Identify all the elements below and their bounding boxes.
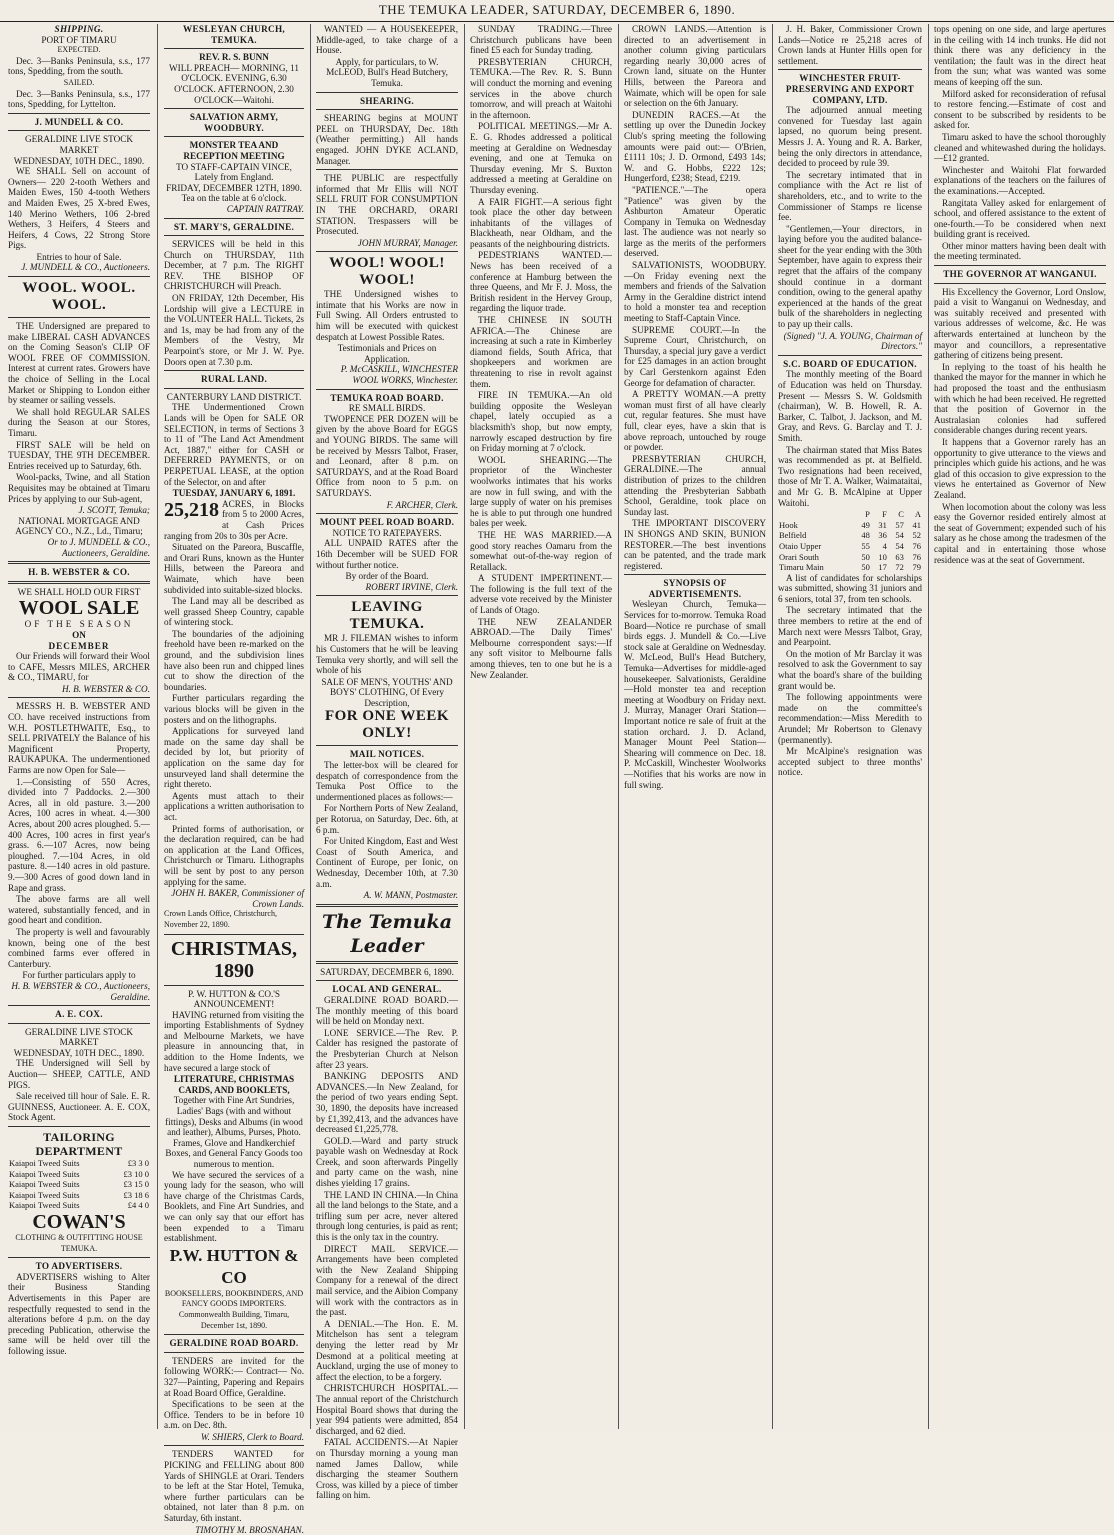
table-row: Otaio Upper 55 4 54 76 [779, 540, 921, 551]
mart2-heading: GERALDINE LIVE STOCK MARKET [24, 1026, 134, 1048]
one-week-heading: FOR ONE WEEK ONLY! [324, 708, 450, 742]
scott-signature: J. SCOTT, Temuka; [78, 505, 150, 516]
twopence-text: TWOPENCE PER DOZEN will be given by the above Board for EGGS and YOUNG BIRDS. The same will be received by Messrs Talbot, Fraser, and Leonard, after 8 p.m. on SATURDAYS, and at the Road Board Office from noon to 5 p.m. on SATURDAYS. [316, 413, 458, 498]
denial-text: A DENIAL.—The Hon. E. M. Mitchelson has sent a telegram denying the letter read by Mr Desmond at a political meeting at Auckland, urging the use of money to affect the election, to be a forgery. [316, 1318, 458, 1382]
wool3-heading: WOOL! WOOL! WOOL! [329, 255, 445, 289]
gold-text: GOLD.—Ward and party struck payable wash on Wednesday at Rock Creek, and soon afterwards Pingelly and party came on the wash, nine dishes yielding 17 grains. [316, 1135, 458, 1189]
pedestrians-text: PEDESTRIANS WANTED.—News has been received of a conference at Hamburg between the three Queens, and Mr F. J. Moss, the British resident in the Hervey Group, regarding the liquor trade. [470, 250, 612, 314]
salvation-heading: SALVATION ARMY, WOODBURY. [189, 112, 279, 133]
property-text: The property is well and favourably known, being one of the best combined farms ever offered in Canterbury. [8, 926, 150, 969]
gentlemen-text: "Gentlemen,—Your directors, in laying before you the audited balance-sheet for the year ending with the 30th September, have again to express their regret that the affairs of the company should continue in a dormant condition, owing to the general apathy experienced at the hands of the great bulk of the shareholders in neglecting to pay up their calls. [778, 223, 922, 330]
staff-captain-text: TO STAFF-CAPTAIN VINCE, Lately from England. [176, 161, 292, 183]
colony-text: When locomotion about the colony was less easy the Governor resided entirely almost at the seat of Government; expended such of his salary as he chose among the tradesmen of the capital and in entertaining those whose residence was at the seat of Government. [934, 501, 1106, 565]
direct-mail-text: DIRECT MAIL SERVICE.—Arrangements have been completed with the New Zealand Shipping Company for a renewal of the direct mail service, and the Aibion Company will work with the contractors as in the past. [316, 1243, 458, 1318]
literature-text: LITERATURE, CHRISTMAS CARDS, AND BOOKLETS, [173, 1074, 295, 1095]
applications-text: Applications for surveyed land made on the same day shall be decided by lot, but priority of application on the same day for unsurveyed land shall determine the right thereto. [164, 726, 304, 790]
supreme-text: SUPREME COURT.—In the Supreme Court, Christchurch, on Thursday, a special jury gave a verdict for £25 damages in an action brought by Carl Gerstenkorn against Eden George for defamation of character. [624, 324, 766, 388]
temuka-rb-heading: TEMUKA ROAD BOARD. [330, 392, 444, 403]
table-header-row: P F C A [865, 509, 921, 520]
suits-table [8, 1158, 150, 1211]
tailoring-heading: TAILORING DEPARTMENT [35, 1130, 123, 1159]
baker-signature: JOHN H. BAKER, Commissioner of Crown Lands. [171, 888, 304, 909]
other-minor-text: Other minor matters having been dealt with the meeting terminated. [934, 240, 1106, 262]
mart-date: WEDNESDAY, 10TH DEC., 1890. [13, 155, 145, 166]
hbw-signature-2: H. B. WEBSTER & CO., Auctioneers, Geraldine. [11, 980, 150, 1002]
hospital-text: CHRISTCHURCH HOSPITAL.—The annual report of the Christchurch Hospital Board shows that during the year 994 patients were admitted, 854 discharged, and 62 died. [316, 1383, 458, 1436]
column-1 [4, 24, 154, 1429]
printed-text: Printed forms of authorisation, or the declaration required, can be had on application at the Land Offices, Christchurch or Timaru. Lithographs will be sent by post to any person applying for the same. [164, 823, 304, 887]
salvationist-text: SALVATIONISTS, WOODBURY.—On Friday evening next the members and friends of the Salvation Army in the Geraldine district intend to hold a monster tea and reception meeting to Staff-Captain Vince. [624, 260, 766, 324]
wanted-text: WANTED — A HOUSEKEEPER, Middle-aged, to take charge of a House. [316, 24, 458, 56]
pwhutton-heading: P.W. HUTTON & CO [169, 1245, 299, 1287]
expected-text: Dec. 3—Banks Peninsula, s.s., 177 tons, Spedding, from the south. [8, 55, 150, 77]
presbyterian-text: PRESBYTERIAN CHURCH, TEMUKA.—The Rev. R. S. Bunn will conduct the morning and evening services in the above church tomorrow, and will preach at Waitohi in the afternoon. [470, 56, 612, 120]
mccaskill-signature: P. McCASKILL, WINCHESTER WOOL WORKS, Winchester. [340, 364, 458, 386]
table-row: Kaiapoi Tweed Suits £3 10 0 [9, 1168, 149, 1179]
mart-text: WE SHALL Sell on account of Owners— 220 2-tooth Wethers and Maiden Ewes, 150 4-tooth Wethers and Maiden Ewes, 25 X-bred Ewes, 140 Merino Wethers, 106 2-bred Wethers, 3 Heifers, 4 Steers and Heifers, 4 Cows, 22 Strong Store Pigs. [8, 166, 150, 251]
of-season-text: OF THE SEASON [24, 619, 134, 630]
mundell-signature: J. MUNDELL & CO., Auctioneers. [21, 262, 150, 273]
fatal-text: FATAL ACCIDENTS.—At Napier on Thursday morning a young man named James Dallow, while discharging the steamer Southern Cross, was killed by a piece of timber falling on him. [316, 1437, 458, 1501]
milford-text: Milford asked for reconsideration of refusal to restore fencing.—Estimate of cost and consent to be subscribed by residents to be asked for. [934, 88, 1106, 131]
excellency-text: His Excellency the Governor, Lord Onslow, paid a visit to Wanganui on Wednesday, and was suitably received and presented with various addresses of welcome, &c. He was afterwards entertained at luncheon by the mayor and councillors, a representative gathering of citizens being present. [934, 286, 1106, 361]
column-4 [466, 24, 616, 1429]
pretty-text: A PRETTY WOMAN.—A pretty woman must first of all have clearly cut, regular features. She must have full, clear eyes, have a skin that is above reproach, untouched by rouge or powder. [624, 389, 766, 453]
together-text: Together with Fine Art Sundries, Ladies' Bags (with and without fittings), Desks and Albums (in wood and leather), Albums, Purses, Photo. Frames, Glove and Handkerchief Boxes, and General Fancy Goods too numerous to mention. [165, 1095, 303, 1169]
expected-heading: EXPECTED. [57, 45, 101, 55]
title-date: SATURDAY, DECEMBER 6, 1890. [320, 966, 454, 977]
small-birds-heading: RE SMALL BIRDS. [348, 403, 426, 414]
winchester-asked-text: Winchester and Waitohi Flat forwarded explanations of the teachers on the failures of the examinations.—Accepted. [934, 164, 1106, 196]
rangitata-text: Rangitata Valley asked for enlargement of school, and offered assistance to the extent of one-fourth.—To be considered when next building grant is received. [934, 197, 1106, 240]
farms-text: 1.—Consisting of 550 Acres, divided into 7 Paddocks. 2.—300 Acres, all in old pasture. 3.—200 Acres, 100 acres in wheat. 4.—300 Acres, about 200 acres ploughed. 5.—400 Acres, 100 acres in first year's grass. 6.—107 Acres, now being ploughed. 7.—104 Acres, in old pasture. 8.—140 acres in old pasture. 9.—300 Acres of good down land in Rape and grass. [8, 776, 150, 893]
brosnahan-signature: TIMOTHY M. BROSNAHAN. [195, 1524, 304, 1535]
barclay-text: On the motion of Mr Barclay it was resolved to ask the Government to say what the board's share of the building grant would be. [778, 648, 922, 691]
table-row: Hook 49 31 57 41 [779, 519, 921, 530]
shiers-signature: W. SHIERS, Clerk to Board. [200, 1431, 304, 1442]
sailed-heading: SAILED. [63, 77, 95, 87]
nma-text: NATIONAL MORTGAGE AND AGENCY CO., N.Z., Ld., Timaru; [15, 515, 143, 537]
monster-heading: MONSTER TEA AND RECEPTION MEETING [183, 140, 285, 161]
wool-shearing-text: WOOL SHEARING.—The proprietor of the Winchester woolworks intimates that his works are now in full swing, and with the large supply of water on his premises he is able to put through one hundred bales per week. [470, 454, 612, 529]
patience-text: "PATIENCE."—The opera "Patience" was given by the Ashburton Amateur Operatic Company in Temuka on Wednesday last. The audience was not nearly so large as the merits of the performers deserved. [624, 184, 766, 259]
rural-heading: RURAL LAND. [200, 374, 268, 385]
having-text: HAVING returned from visiting the importing Establishments of Sydney and Melbourne Markets, we have pleasure in announcing that, in addition to the Home Indents, we have secured a large stock of [164, 1009, 304, 1073]
chinese-text: THE CHINESE IN SOUTH AFRICA.—The Chinese are increasing at such a rate in Kimberley diamond fields, South Africa, that shopkeepers and workmen are threatening to rise in revolt against them. [470, 315, 612, 389]
tuesday-date: TUESDAY, JANUARY 6, 1891. [172, 488, 296, 499]
winchester-heading: WINCHESTER FRUIT-PRESERVING AND EXPORT COMPANY, LTD. [785, 73, 915, 105]
table-row: Timaru Main 50 17 72 79 [779, 562, 921, 573]
northern-text: For Northern Ports of New Zealand, per Rotorua, on Saturday, Dec. 6th, at 6 p.m. [316, 803, 458, 835]
first-sale-text: FIRST SALE will be held on TUESDAY, THE 9TH DECEMBER. Entries received up to Saturday, 6th. [8, 439, 150, 471]
wesleyan-heading: WESLEYAN CHURCH, TEMUKA. [183, 24, 285, 45]
land-china-text: THE LAND IN CHINA.—In China all the land belongs to the State, and a trifling sum per acre, never altered through long centuries, is paid as rent; this is the only tax in the country. [316, 1189, 458, 1243]
shearing-heading: SHEARING. [359, 95, 414, 106]
bunn-times: WILL PREACH— MORNING, 11 O'CLOCK. EVENING, 6.30 O'CLOCK. AFTERNOON, 2.30 O'CLOCK—Waitohi. [169, 62, 299, 105]
boundaries-text: The boundaries of the adjoining freehold have been re-marked on the ground, and the subdivision lines have also been run and chipped lines cut to show the direction of the boundaries. [164, 628, 304, 692]
hold-first-text: WE SHALL HOLD OUR FIRST [17, 586, 141, 597]
young-signature: (Signed) "J. A. YOUNG, Chairman of Directors." [783, 330, 922, 352]
cowans-heading: COWAN'S [32, 1211, 126, 1233]
particulars-text: For further particulars apply to [22, 970, 136, 981]
leaving-heading: LEAVING TEMUKA. [349, 599, 425, 633]
messrs-text: MESSRS H. B. WEBSTER AND CO. have received instructions from W.H. POSTLETHWAITE, Esq., to SELL PRIVATELY the Balance of his Magnificent Property, RAUKAPUKA. The undermentioned Farms are now Open for Sale— [8, 701, 150, 776]
column-rule [928, 24, 929, 1429]
tea-table-text: Tea on the table at 6 o'clock. [181, 193, 287, 204]
chairman-text: The chairman stated that Miss Bates was recommended as pt. at Belfield. Two resignations had been received, those of Mr T. A. Walker, Waimataitai, and Mr G. B. McAlpine at Upper Waitohi. [778, 444, 922, 508]
mcalpine-text: Mr McAlpine's resignation was accepted subject to three months' notice. [778, 746, 922, 778]
local-heading: LOCAL AND GENERAL. [332, 984, 442, 995]
column-5 [620, 24, 770, 1429]
archer-signature: F. ARCHER, Clerk. [386, 499, 458, 510]
banking-text: BANKING DEPOSITS AND ADVANCES.—In New Zealand, for the period of two years ending Sept. 30, 1890, the deposits have increased by £1,392,413, and the advances have decreased £1,225,778. [316, 1071, 458, 1135]
synopsis-heading: SYNOPSIS OF ADVERTISEMENTS. [648, 578, 742, 599]
lone-text: LONE SERVICE.—The Rev. P. Calder has resigned the pastorate of the Presbyterian Church at Nelson after 23 years. [316, 1027, 458, 1070]
column-6 [774, 24, 926, 1429]
watered-text: The above farms are all well watered, substantially fenced, and in good heart and condition. [8, 894, 150, 926]
timaru-asked-text: Timaru asked to have the school thoroughly cleaned and whitewashed during the holidays.—£12 granted. [934, 131, 1106, 164]
shearing-text: SHEARING begins at MOUNT PEEL on THURSDAY, Dec. 18th (Weather permitting.) All hands engaged. JOHN DYKE ACLAND, Manager. [316, 113, 458, 166]
friends-text: Our Friends will forward their Wool to CAFE, Messrs MILES, ARCHER & CO., TIMARU, for [8, 651, 150, 683]
cowans-subheading: CLOTHING & OUTFITTING HOUSE TEMUKA. [15, 1233, 143, 1253]
table-row: Belfield 48 36 54 52 [779, 530, 921, 541]
hutton-date: Commonwealth Building, Timaru, December 1st, 1890. [178, 1309, 290, 1330]
services-text: SERVICES will be held in this Church on THURSDAY, 11th December, at 7 p.m. The RIGHT REV. THE BISHOP OF CHRISTCHURCH will Preach. [164, 239, 304, 292]
advertisers-heading: TO ADVERTISERS. [35, 1261, 123, 1272]
following-text: The following appointments were made on the committee's recommendation:—Miss Meredith to Arundel; Mr Robertson to Glenavy (permanently). [778, 692, 922, 745]
crown-lands-text: CROWN LANDS.—Attention is directed to an advertisement in another column giving particulars regarding nearly 30,000 acres of Crown land, situate on the Hunter Hills, between the Pareora and Waimate, which will be open for sale or selection on the 6th January. [624, 24, 766, 109]
st-marys-heading: ST. MARY'S, GERALDINE. [173, 221, 295, 232]
pwhutton-subheading: BOOKSELLERS, BOOKBINDERS, AND FANCY GOODS IMPORTERS. [164, 1288, 304, 1309]
sailed-text: Dec. 3—Banks Peninsula, s.s., 177 tons, Spedding, for Lyttelton. [8, 88, 150, 110]
situated-text: Situated on the Pareora, Buscaffle, and Orari Runs, known as the Hunter Hills, between the Pareora and Waimate, which have been subdivided into suitable-sized blocks. [164, 542, 304, 595]
woolpacks-text: Wool-packs, Twine, and all Station Requisites may be obtained at Timaru Prices by applying to our Sub-agent, [8, 472, 150, 504]
sunday-text: SUNDAY TRADING.—Three Christchurch publicans have been fined £5 each for Sunday trading. [470, 24, 612, 56]
order-text: By order of the Board. [345, 571, 429, 582]
regular-sales-text: We shall hold REGULAR SALES during the Season at our Stores, Timaru. [8, 406, 150, 438]
geraldine-rb-note: GERALDINE ROAD BOARD.—The monthly meeting of this board will be held on Monday next. [316, 994, 458, 1027]
land-desc-text: The Land may all be described as well grassed Sheep Country, capable of wintering stock. [164, 596, 304, 628]
sale-mens-text: SALE OF MEN'S, YOUTHS' AND BOYS' CLOTHING, Of Every Description, [321, 676, 453, 708]
hbw-signature: H. B. WEBSTER & CO. [61, 683, 150, 694]
acres-number: 25,218 [164, 498, 219, 521]
friday-date: FRIDAY, DECEMBER 12TH, 1890. [166, 182, 302, 193]
apply-text: Apply, for particulars, to W. McLEOD, Bull's Head Butchery, Temuka. [326, 56, 448, 88]
cox-heading: A. E. COX. [55, 1009, 103, 1020]
public-text: THE PUBLIC are respectfully informed that Mr Ellis will NOT SELL FRUIT FOR CONSUMPTION IN THE ORCHARD, ORARI STATION. Trespassers will be Prosecuted. [316, 173, 458, 237]
baker-office: Crown Lands Office, Christchurch, November 22, 1890. [164, 909, 277, 929]
hbw-heading: H. B. WEBSTER & CO. [28, 567, 130, 578]
mart-heading: GERALDINE LIVE STOCK MARKET [24, 134, 134, 155]
school-table [778, 509, 922, 573]
table-row: Kaiapoi Tweed Suits £3 3 0 [9, 1158, 149, 1169]
uk-text: For United Kingdom, East and West Coast of South America, and Continent of Europe, per Ionic, on Wednesday, December 10th, at 7.30 a.m. [316, 836, 458, 889]
fight-text: A FAIR FIGHT.—A serious fight took place the other day between inhabitants of the villages of Blackheath, near Oldham, and the peasants of the neighbouring districts. [470, 196, 612, 249]
secured-text: We have secured the services of a young lady for the season, who will have charge of the Christmas Cards, Booklets, and Fine Art Sundries, and we can only say that our effort has been expended to a Timaru establishment. [164, 1169, 304, 1244]
column-7 [930, 24, 1110, 1429]
hutton-announcement: P. W. HUTTON & CO.'S ANNOUNCEMENT! [187, 988, 281, 1010]
table-row: Kaiapoi Tweed Suits £3 18 6 [9, 1189, 149, 1200]
wool-sale-heading: WOOL SALE [18, 597, 140, 620]
mail-heading: MAIL NOTICES. [349, 749, 425, 760]
baker-notice: J. H. Baker, Commissioner Crown Lands—Notice re 25,218 acres of Crown lands at Hunter Hills open for settlement. [778, 24, 922, 66]
secretary2-text: The secretary intimated that the three members to retire at the end of March next were Messrs Talbot, Gray, and Pearpoint. [778, 605, 922, 648]
testimonials-text: Testimonials and Prices on Application. [337, 343, 437, 364]
secretary-text: The secretary intimated that in compliance with the Act re list of shareholders, etc., and to write to the Commissioner of Stamps re license fee. [778, 169, 922, 223]
fileman-text: MR J. FILEMAN wishes to inform his Customers that he will be leaving Temuka very shortly, and will sell the whole of his [316, 633, 458, 676]
advertisers-text: ADVERTISERS wishing to Alter their Business Standing Advertisements in this Paper are respectfully requested to send in the alterations before 4 p.m. on the day preceding Publication, otherwise the same will be held over till the following issue. [8, 1271, 150, 1356]
column-rule [464, 24, 465, 1429]
geraldine-rb-heading: GERALDINE ROAD BOARD. [169, 1338, 299, 1349]
murray-signature: JOHN MURRAY, Manager. [357, 237, 458, 248]
wool3-text: THE Undersigned wishes to intimate that his Works are now in Full Swing. All Orders entrusted to him will be executed with quickest despatch at Lowest Possible Rates. [316, 289, 458, 342]
agents-text: Agents must attach to their applications a written authorisation to act. [164, 790, 304, 822]
newspaper-title: The Temuka Leader [321, 910, 453, 957]
column-rule [310, 24, 311, 1429]
christmas-heading: CHRISTMAS, 1890 [170, 937, 298, 982]
happens-text: It happens that a Governor rarely has an opportunity to give utterance to the views and principles which guide his actions, and he was glad of this occasion to give expression to the views he entertained as Governor of New Zealand. [934, 436, 1106, 500]
acres-text: ACRES, in Blocks from 5 to 2000 Acres, at Cash Prices ranging from 20s to 30s per Acre. [164, 498, 304, 541]
canterbury-heading: CANTERBURY LAND DISTRICT. [166, 391, 302, 402]
column-rule [618, 24, 619, 1429]
monthly-text: The monthly meeting of the Board of Education was held on Thursday. Present — Messrs S. W. Goldsmith (chairman), W. B. Howell, R. A. Barker, C. Talbot, J. Jackson, and M. Gray, and Revs. G. Barclay and T. J. Smith. [778, 369, 922, 443]
replying-text: In replying to the toast of his health he thanked the mayor for the manner in which he had proposed the toast and the enthusiasm with which he had been received. He regretted that the position of Governor in the Australasian colonies had suffered considerable changes during recent years. [934, 361, 1106, 436]
adjourned-text: The adjourned annual meeting convened for Tuesday last again lapsed, no quorum being present. Messrs J. A. Young and R. A. Barker, being the only directors in attendance, decided to proceed by rule 39. [778, 105, 922, 169]
column-2 [160, 24, 308, 1535]
crown-text: THE Undermentioned Crown Lands will be Open for SALE OR SELECTION, in terms of Sections 3 to 11 of "The Land Act Amendment Act, 1887," either for CASH or DEFERRED PAYMENTS, or on PERPETUAL LEASE, at the option of the Selector, on and after [164, 402, 304, 487]
tenders-picking-text: TENDERS WANTED for PICKING and FELLING about 800 Yards of SHINGLE at Orari. Tenders to be left at the Star Hotel, Temuka, where further particulars can be obtained, not later than 8 p.m. on Saturday, 6th instant. [164, 1449, 304, 1524]
list-candidates-text: A list of candidates for scholarships was submitted, showing 31 juniors and 6 seniors, total 37, from ten schools. [778, 572, 922, 604]
bunn-heading: REV. R. S. BUNN [199, 52, 269, 63]
cox-text: THE Undersigned will Sell by Auction— SHEEP, CATTLE, AND PIGS. [8, 1058, 150, 1090]
political-text: POLITICAL MEETINGS.—Mr A. E. G. Rhodes addressed a political meeting at Geraldine on Wednesday evening, and one at Temuka on Thursday evening. Mr S. Buxton addressed a meeting at Geraldine on Thursday evening. [470, 121, 612, 195]
cox-entries: Sale received till hour of Sale. E. R. GUINNESS, Auctioneer. A. E. COX, Stock Agent. [8, 1091, 150, 1123]
rattray-signature: CAPTAIN RATTRAY. [226, 203, 304, 214]
tenders-text: TENDERS are invited for the following WORK:— Contract— No. 327—Painting, Papering and Repairs at Road Board Office, Geraldine. [164, 1355, 304, 1398]
or-to-signature: Or to J. MUNDELL & CO., Auctioneers, Geraldine. [47, 536, 150, 558]
unpaid-text: ALL UNPAID RATES after the 16th December will be SUED FOR without further notice. [316, 538, 458, 570]
mount-peel-heading: MOUNT PEEL ROAD BOARD. [319, 517, 455, 528]
on-text: ON [72, 629, 86, 640]
entries-text: Entries to hour of Sale. [36, 251, 122, 262]
december-text: DECEMBER [48, 640, 110, 651]
student-text: A STUDENT IMPERTINENT.—The following is the full text of the adverse vote received by the Minister of Lands of Otago. [470, 573, 612, 616]
lecture-text: ON FRIDAY, 12th December, His Lordship will give a LECTURE in the VOLUNTEER HALL. Tickets, 2s and 1s, may be had from any of the Members of the Vestry, Mr Pearpoint's store, or Mr J. W. Pye. Doors open at 7.30 p.m. [164, 293, 304, 367]
he-was-text: THE HE WAS MARRIED.—A good story reaches Oamaru from the somewhat out-of-the-way region of Retallack. [470, 529, 612, 572]
port-heading: PORT OF TIMARU [41, 34, 117, 45]
dunedin-text: DUNEDIN RACES.—At the settling up over the Dunedin Jockey Club's spring meeting the following amounts were paid out:— O'Brien, £1111 10s; J. D. Ormond, £493 14s; W. and G. Hobbs, £222 12s; Hungerford, £238; Stead, £219. [624, 109, 766, 184]
mann-signature: A. W. MANN, Postmaster. [363, 890, 458, 901]
wool-text: THE Undersigned are prepared to make LIBERAL CASH ADVANCES on the Coming Season's CLIP OF WOOL FREE OF COMMISSION. Interest at current rates. Growers have the choice of Selling in the Local Market or Shipping to London either by steamer or sailing vessels. [8, 321, 150, 406]
masthead: THE TEMUKA LEADER, SATURDAY, DECEMBER 6, 1890. [0, 0, 1114, 22]
sc-board-heading: S.C. BOARD OF EDUCATION. [783, 358, 917, 369]
tops-text: tops opening on one side, and large apertures in the ceiling with 14 inch trunks. He did not think there was any deficiency in the ventilation; the fault was in the direct heat from the sun; what was wanted was some means of keeping off the sun. [934, 24, 1106, 87]
synopsis-text: Wesleyan Church, Temuka—Services for to-morrow. Temuka Road Board—Notice re purchase of small birds eggs. J. Mundell & Co.—Live stock sale at Geraldine on Wednesday. W. McLeod, Bull's Head Butchery, Temuka—Advertises for middle-aged housekeeper. Salvationists, Geraldine—Hold monster tea and reception meeting at Woodbury on Friday next. J. Murray, Manager Orari Station—Important notice re sale of fruit at the station orchard. J. D. Acland, Manager Mount Peel Station—Shearing will commence on Dec. 18. P. McCaskill, Winchester Woolworks—Notifies that his works are now in full swing. [624, 599, 766, 790]
table-row: Kaiapoi Tweed Suits £3 15 0 [9, 1179, 149, 1190]
governor-heading: THE GOVERNOR AT WANGANUI. [943, 269, 1097, 280]
irvine-signature: ROBERT IRVINE, Clerk. [365, 581, 458, 592]
mundell-heading: J. MUNDELL & CO. [34, 116, 124, 127]
presbyterian2-text: PRESBYTERIAN CHURCH, GERALDINE.—The annual distribution of prizes to the children attending the Presbyterian Sabbath School, Geraldine, took place on Sunday last. [624, 453, 766, 517]
table-row: Kaiapoi Tweed Suits £4 4 0 [9, 1200, 149, 1211]
mart2-date: WEDNESDAY, 10TH DEC., 1890. [13, 1047, 145, 1058]
table-row: Orari South 50 10 63 76 [779, 551, 921, 562]
column-rule [772, 24, 773, 1429]
new-zealander-text: THE NEW ZEALANDER ABROAD.—The Daily Times' Melbourne correspondent says:—If any soft visitor to Melbourne falls among thieves, ten to one but he is a New Zealander. [470, 616, 612, 680]
letter-box-text: The letter-box will be cleared for despatch of correspondence from the Temuka Post Office to the undermentioned places as follows:— [316, 760, 458, 802]
important-text: THE IMPORTANT DISCOVERY IN SHONGS AND SKIN, BUNION RESTORER.—The best inventions can be patented, and the trade mark registered. [624, 518, 766, 571]
column-rule [157, 24, 158, 1429]
notice-ratepayers-heading: NOTICE TO RATEPAYERS. [332, 527, 442, 538]
further-text: Further particulars regarding the various blocks will be given in the posters and on the lithographs. [164, 693, 304, 725]
shipping-heading: SHIPPING. [54, 24, 104, 34]
wool-heading: WOOL. WOOL. WOOL. [22, 280, 136, 314]
specs-text: Specifications to be seen at the Office. Tenders to be in before 10 a.m. on Dec. 8th. [164, 1399, 304, 1431]
fire-text: FIRE IN TEMUKA.—An old building opposite the Wesleyan chapel, lately occupied as a blacksmith's shop, but now empty, narrowly escaped destruction by fire on Friday morning at 7 o'clock. [470, 390, 612, 454]
column-3 [312, 24, 462, 1501]
